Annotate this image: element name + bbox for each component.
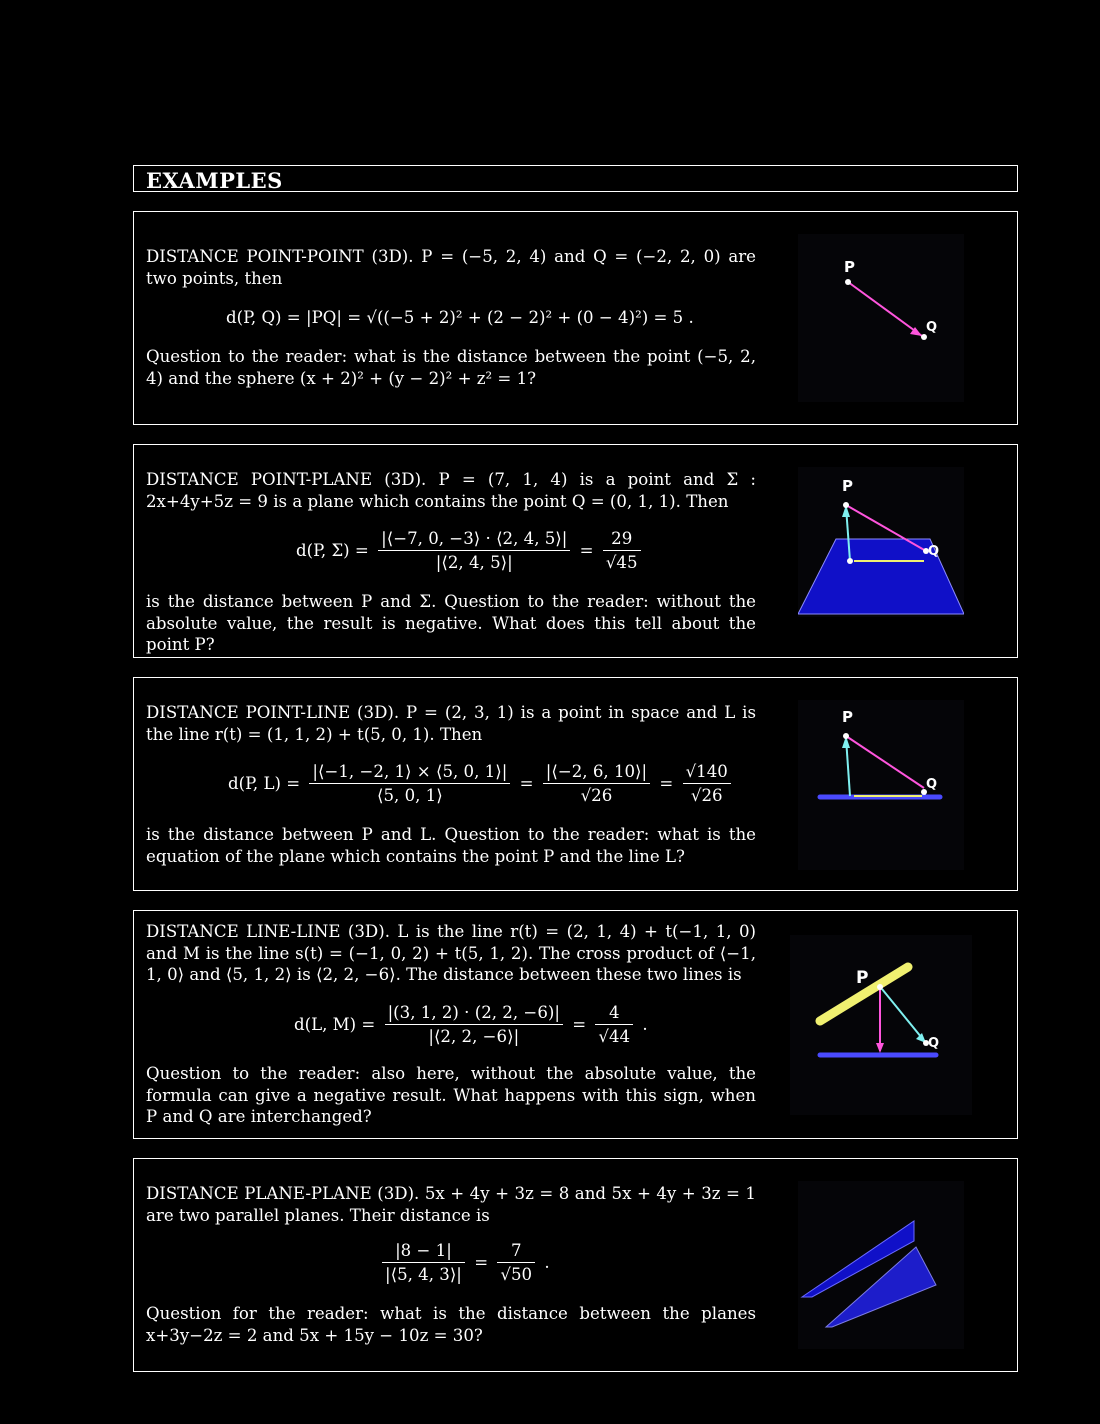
foot-point [847, 558, 853, 564]
denominator: |⟨5, 4, 3⟩| [385, 1265, 462, 1284]
numerator: |⟨−2, 6, 10⟩| [543, 762, 650, 784]
plane-sigma [798, 539, 964, 614]
pq-vector [846, 736, 924, 788]
point-p [877, 984, 883, 990]
point-p [845, 279, 851, 285]
equals-sign: = [659, 774, 674, 793]
denominator: √26 [580, 786, 613, 805]
intro-text: DISTANCE POINT-PLANE (3D). P = (7, 1, 4) is a point and Σ : 2x+4y+5z = 9 is a plane which contains the point Q = (0, 1, 1). Then [146, 470, 756, 511]
label-p: P [844, 258, 855, 276]
line-line-figure [790, 935, 972, 1115]
arrowhead-icon [876, 1043, 884, 1053]
label-q: Q [926, 777, 938, 792]
plane-plane-figure [798, 1181, 964, 1349]
fraction-1 [385, 1003, 563, 1046]
card-point-point [133, 211, 1018, 425]
period: . [642, 1015, 648, 1034]
fraction-1 [382, 1241, 465, 1284]
intro-text: DISTANCE POINT-LINE (3D). P = (2, 3, 1) is a point in space and L is the line r(t) = (1, 1, 2) + t(5, 0, 1). Then [146, 703, 756, 744]
fraction-1 [309, 762, 510, 805]
numerator: |(3, 1, 2) · (2, 2, −6)| [385, 1003, 563, 1025]
question-text: is the distance between P and L. Question to the reader: what is the equation of the plane which contains the point P and the line L? [146, 825, 756, 866]
eq-lhs: d(P, Σ) = [296, 541, 369, 560]
denominator: ⟨5, 0, 1⟩ [376, 786, 443, 805]
card-line-line [133, 910, 1018, 1139]
fraction-3 [683, 762, 731, 805]
distance-equation [294, 1003, 648, 1046]
fraction-1 [378, 529, 570, 572]
point-plane-figure [798, 467, 964, 617]
fraction-2 [543, 762, 650, 805]
question-text: is the distance between P and Σ. Question to the reader: without the absolute value, the result is negative. What does this tell about the point P? [146, 592, 756, 654]
equals-sign: = [579, 541, 594, 560]
numerator: |⟨−1, −2, 1⟩ × ⟨5, 0, 1⟩| [309, 762, 510, 784]
examples-title: EXAMPLES [146, 168, 283, 193]
eq-lhs: d(L, M) = [294, 1015, 376, 1034]
denominator: |⟨2, 4, 5⟩| [435, 553, 513, 572]
distance-equation [228, 762, 735, 805]
question-text: Question for the reader: what is the distance between the planes x+3y−2z = 2 and 5x + 15y − 10z = 30? [146, 1304, 756, 1345]
period: . [544, 1253, 550, 1272]
examples-header [133, 165, 1018, 192]
pq-vector [882, 989, 926, 1043]
label-p: P [842, 708, 853, 726]
distance-equation [378, 1241, 550, 1284]
label-p: P [856, 968, 869, 988]
numerator: 7 [497, 1241, 535, 1263]
point-p [843, 502, 849, 508]
fraction-2 [497, 1241, 535, 1284]
fraction-2 [603, 529, 641, 572]
point-point-figure [798, 234, 964, 402]
denominator: √45 [605, 553, 638, 572]
point-p [843, 733, 849, 739]
equals-sign: = [474, 1253, 489, 1272]
card-point-plane [133, 444, 1018, 658]
label-q: Q [928, 544, 940, 559]
intro-text: DISTANCE LINE-LINE (3D). L is the line r(t) = (2, 1, 4) + t(−1, 1, 0) and M is the line s(t) = (−1, 0, 2) + t(5, 1, 2). The cross product of ⟨−1, 1, 0⟩ and ⟨5, 1, 2⟩ is ⟨2, 2, −6⟩. The distance between these two lines is [146, 922, 756, 984]
equals-sign: = [519, 774, 534, 793]
numerator: 4 [595, 1003, 633, 1025]
label-q: Q [928, 1036, 940, 1051]
fraction-2 [595, 1003, 633, 1046]
distance-equation: d(P, Q) = |PQ| = √((−5 + 2)² + (2 − 2)² + (0 − 4)²) = 5 . [226, 308, 694, 327]
denominator: √44 [598, 1027, 631, 1046]
distance-equation [296, 529, 645, 572]
intro-text: DISTANCE POINT-POINT (3D). P = (−5, 2, 4) and Q = (−2, 2, 0) are two points, then [146, 247, 756, 288]
numerator: |8 − 1| [382, 1241, 465, 1263]
point-line-figure [798, 700, 964, 870]
numerator: 29 [603, 529, 641, 551]
denominator: √50 [500, 1265, 533, 1284]
question-text: Question to the reader: what is the distance between the point (−5, 2, 4) and the sphere (x + 2)² + (y − 2)² + z² = 1? [146, 347, 756, 388]
numerator: √140 [683, 762, 731, 784]
equals-sign: = [572, 1015, 587, 1034]
question-text: Question to the reader: also here, without the absolute value, the formula can give a negative result. What happens with this sign, when P and Q are interchanged? [146, 1064, 756, 1126]
card-point-line [133, 677, 1018, 891]
numerator: |⟨−7, 0, −3⟩ · ⟨2, 4, 5⟩| [378, 529, 570, 551]
denominator: |⟨2, 2, −6⟩| [428, 1027, 520, 1046]
label-p: P [842, 477, 853, 495]
label-q: Q [926, 320, 938, 335]
card-plane-plane [133, 1158, 1018, 1372]
denominator: √26 [690, 786, 723, 805]
eq-lhs: d(P, L) = [228, 774, 301, 793]
intro-text: DISTANCE PLANE-PLANE (3D). 5x + 4y + 3z = 8 and 5x + 4y + 3z = 1 are two parallel planes. Their distance is [146, 1184, 756, 1225]
pq-vector [848, 282, 922, 336]
